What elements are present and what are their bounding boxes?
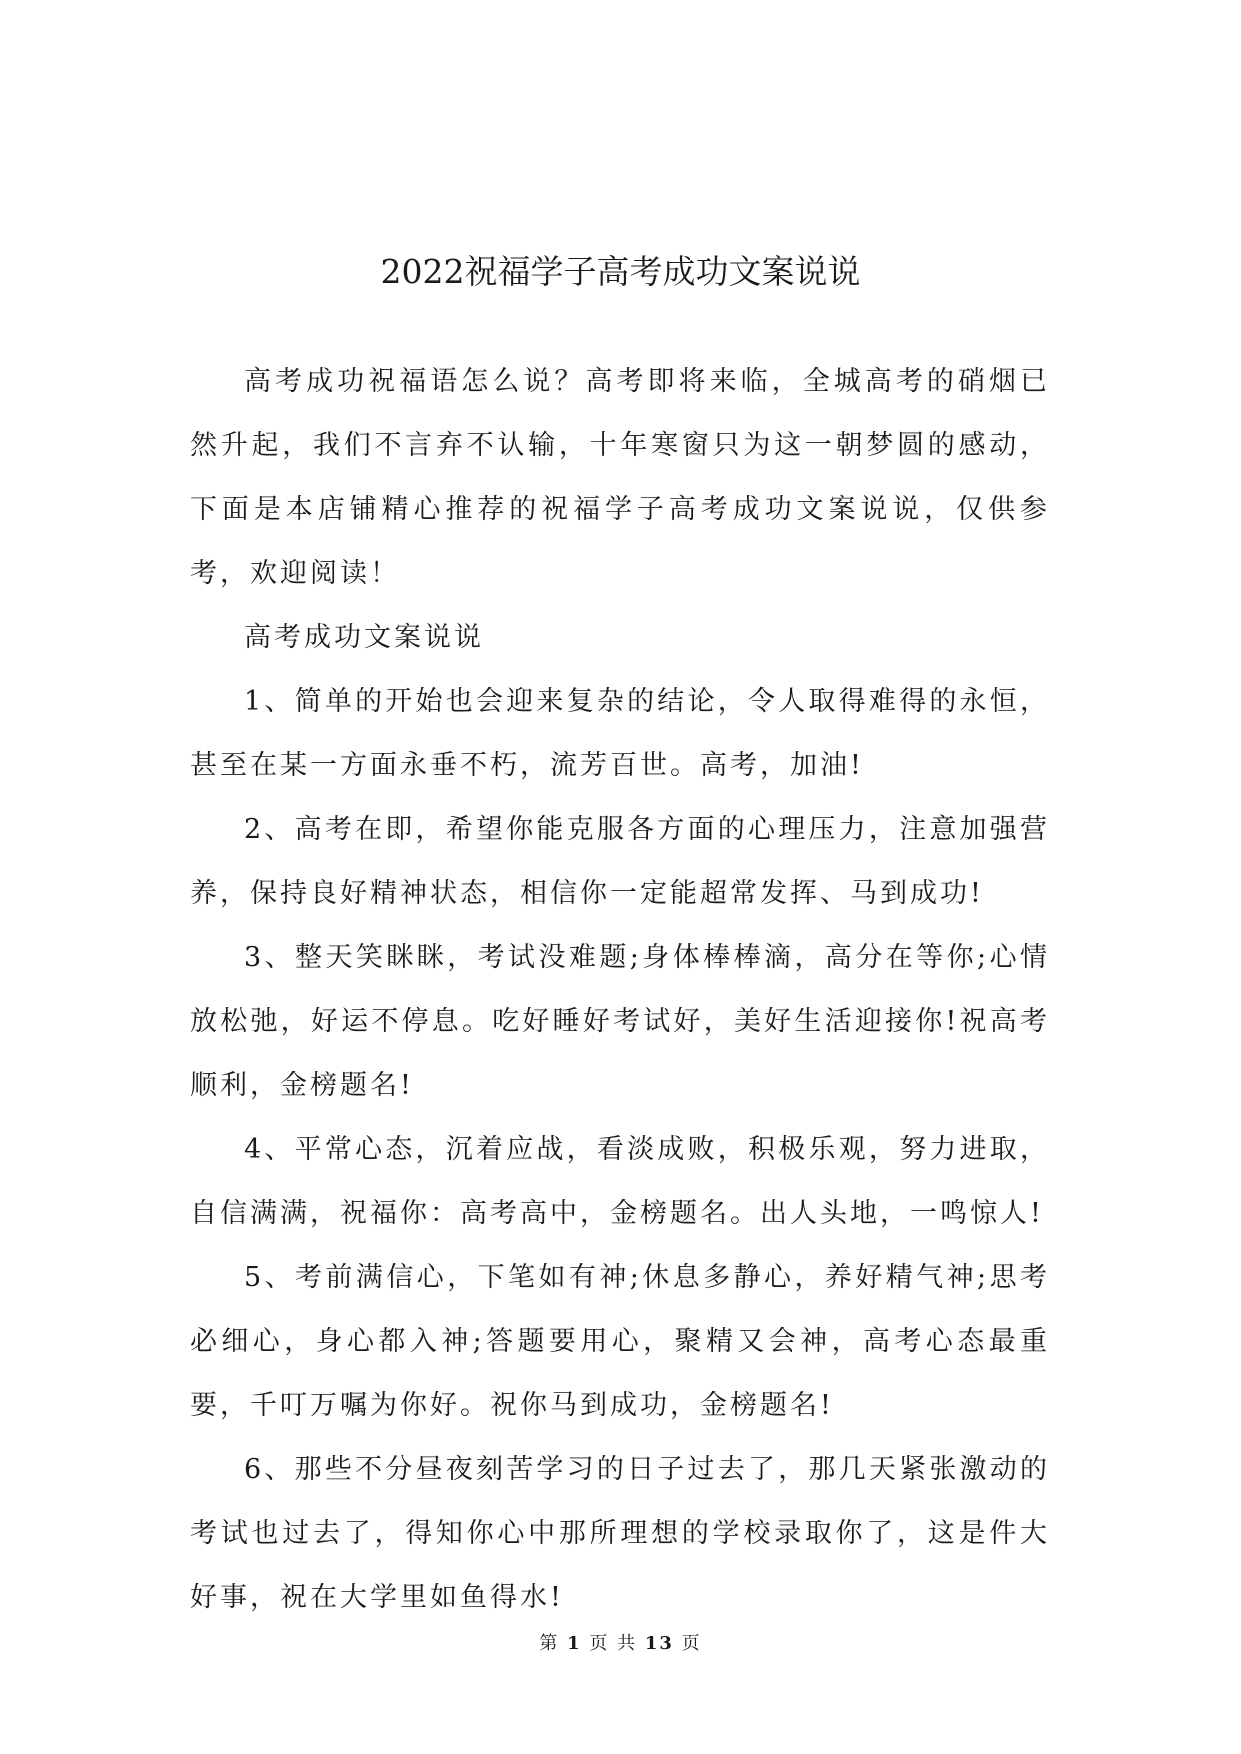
section-heading: 高考成功文案说说 bbox=[244, 622, 484, 653]
document-body bbox=[190, 350, 1050, 1630]
list-item: 6、那些不分昼夜刻苦学习的日子过去了，那几天紧张激动的考试也过去了，得知你心中那所理想的学校录取你了，这是件大好事，祝在大学里如鱼得水! bbox=[190, 1454, 1050, 1613]
list-item: 4、平常心态，沉着应战，看淡成败，积极乐观，努力进取，自信满满，祝福你：高考高中，金榜题名。出人头地，一鸣惊人! bbox=[190, 1134, 1050, 1229]
list-item: 1、简单的开始也会迎来复杂的结论，令人取得难得的永恒，甚至在某一方面永垂不朽，流芳百世。高考，加油! bbox=[190, 686, 1050, 781]
list-item: 2、高考在即，希望你能克服各方面的心理压力，注意加强营养，保持良好精神状态，相信你一定能超常发挥、马到成功! bbox=[190, 814, 1050, 909]
intro-paragraph: 高考成功祝福语怎么说？高考即将来临，全城高考的硝烟已然升起，我们不言弃不认输，十年寒窗只为这一朝梦圆的感动，下面是本店铺精心推荐的祝福学子高考成功文案说说，仅供参考，欢迎阅读！ bbox=[190, 366, 1050, 589]
page-footer bbox=[0, 1632, 1241, 1656]
list-item: 5、考前满信心，下笔如有神;休息多静心，养好精气神;思考必细心，身心都入神;答题要用心，聚精又会神，高考心态最重要，千叮万嘱为你好。祝你马到成功，金榜题名! bbox=[190, 1262, 1050, 1421]
list-item: 3、整天笑眯眯，考试没难题;身体棒棒滴，高分在等你;心情放松弛，好运不停息。吃好睡好考试好，美好生活迎接你!祝高考顺利，金榜题名! bbox=[190, 942, 1050, 1101]
current-page-number: 1 bbox=[567, 1633, 582, 1654]
footer-middle: 页 共 bbox=[589, 1633, 638, 1654]
document-title: 2022祝福学子高考成功文案说说 bbox=[380, 252, 861, 292]
footer-prefix: 第 bbox=[539, 1633, 560, 1654]
footer-suffix: 页 bbox=[681, 1633, 702, 1654]
total-pages-number: 13 bbox=[644, 1633, 674, 1654]
